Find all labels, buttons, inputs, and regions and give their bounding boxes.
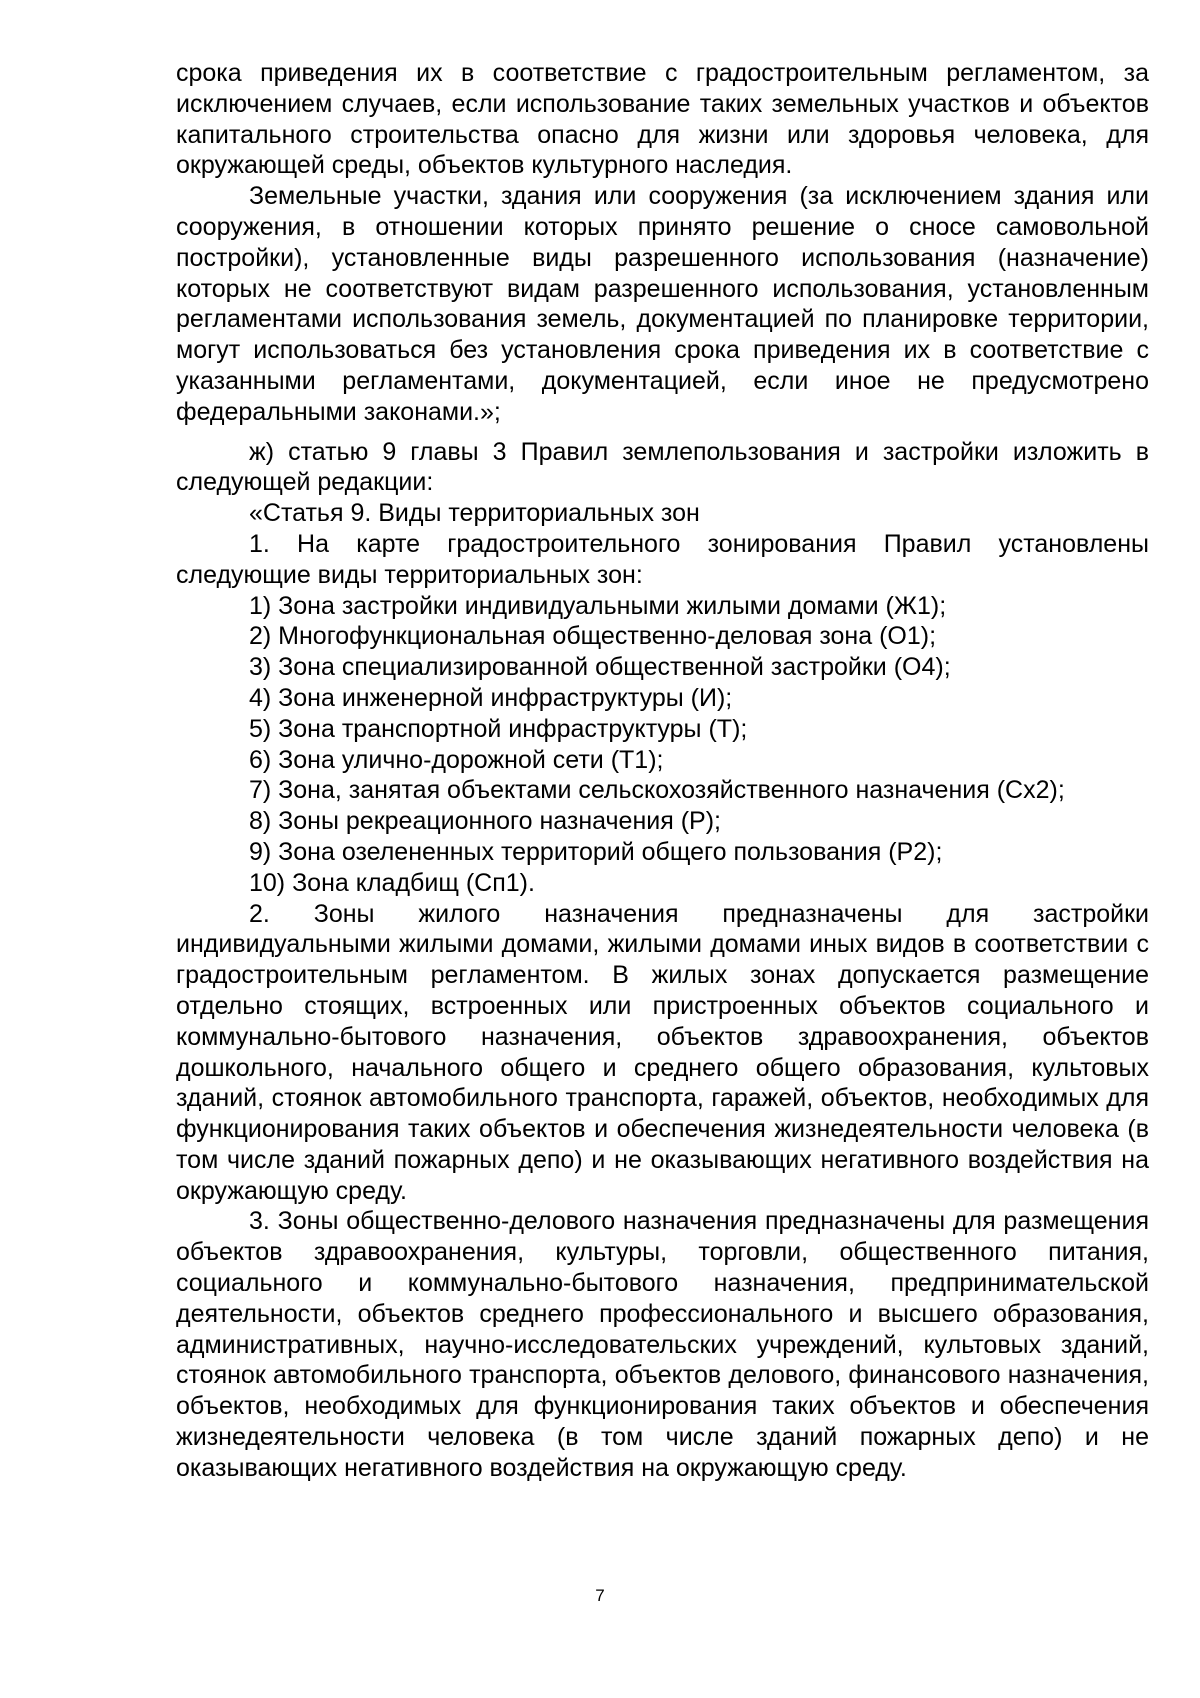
paragraph-1-zone-types: 1. На карте градостроительного зонирования Правил установлены следующие виды территориальных зон: [176, 529, 1149, 589]
paragraph-2-residential-zones: 2. Зоны жилого назначения предназначены для застройки индивидуальными жилыми домами, жилыми домами иных видов в соответствии с градостроительным регламентом. В жилых зонах допускается размещение отдельно стоящих, встроенных или пристроенных объектов социального и коммунально-бытового назначения, объектов здравоохранения, объектов дошкольного, начального общего и среднего общего образования, культовых зданий, стоянок автомобильного транспорта, гаражей, объектов, необходимых для функционирования таких объектов и обеспечения жизнедеятельности человека (в том числе зданий пожарных депо) и не оказывающих негативного воздействия на окружающую среду. [176, 899, 1149, 1205]
paragraph-land-plots: Земельные участки, здания или сооружения (за исключением здания или сооружения, в отношении которых принято решение о сносе самовольной постройки), установленные виды разрешенного использования (назначение) которых не соответствуют видам разрешенного использования, установленным регламентами использования земель, документацией по планировке территории, могут использоваться без установления срока приведения их в соответствие с указанными регламентами, документацией, если иное не предусмотрено федеральными законами.»; [176, 182, 1149, 426]
zone-list-item: 9) Зона озелененных территорий общего пользования (Р2); [249, 837, 943, 866]
zone-list-item: 2) Многофункциональная общественно-деловая зона (О1); [249, 622, 937, 651]
zone-list-item: 5) Зона транспортной инфраструктуры (Т); [249, 714, 748, 743]
paragraph-continuation: срока приведения их в соответствие с градостроительным регламентом, за исключением случаев, если использование таких земельных участков и объектов капитального строительства опасно для жизни или здоровья человека, для окружающей среды, объектов культурного наследия. [176, 59, 1149, 180]
zone-list-item: 3) Зона специализированной общественной застройки (О4); [249, 653, 951, 682]
zone-list-item: 4) Зона инженерной инфраструктуры (И); [249, 683, 733, 712]
zone-list-item: 6) Зона улично-дорожной сети (Т1); [249, 745, 664, 774]
document-body [176, 58, 1149, 1484]
page-number: 7 [595, 1586, 605, 1605]
zone-list-item: 7) Зона, занятая объектами сельскохозяйственного назначения (Сх2); [249, 776, 1065, 805]
paragraph-amendment-zh: ж) статью 9 главы 3 Правил землепользования и застройки изложить в следующей редакции: [176, 437, 1149, 497]
paragraph-3-public-business-zones: 3. Зоны общественно-делового назначения предназначены для размещения объектов здравоохранения, культуры, торговли, общественного питания, социального и коммунально-бытового назначения, предпринимательской деятельности, объектов среднего профессионального и высшего образования, административных, научно-исследовательских учреждений, культовых зданий, стоянок автомобильного транспорта, объектов делового, финансового назначения, объектов, необходимых для функционирования таких объектов и обеспечения жизнедеятельности человека (в том числе зданий пожарных депо) и не оказывающих негативного воздействия на окружающую среду. [176, 1207, 1149, 1482]
article-9-heading: «Статья 9. Виды территориальных зон [249, 499, 700, 528]
zone-list-item: 10) Зона кладбищ (Сп1). [249, 868, 535, 897]
zone-list-item: 1) Зона застройки индивидуальными жилыми домами (Ж1); [249, 591, 947, 620]
zone-list-item: 8) Зоны рекреационного назначения (Р); [249, 807, 721, 836]
